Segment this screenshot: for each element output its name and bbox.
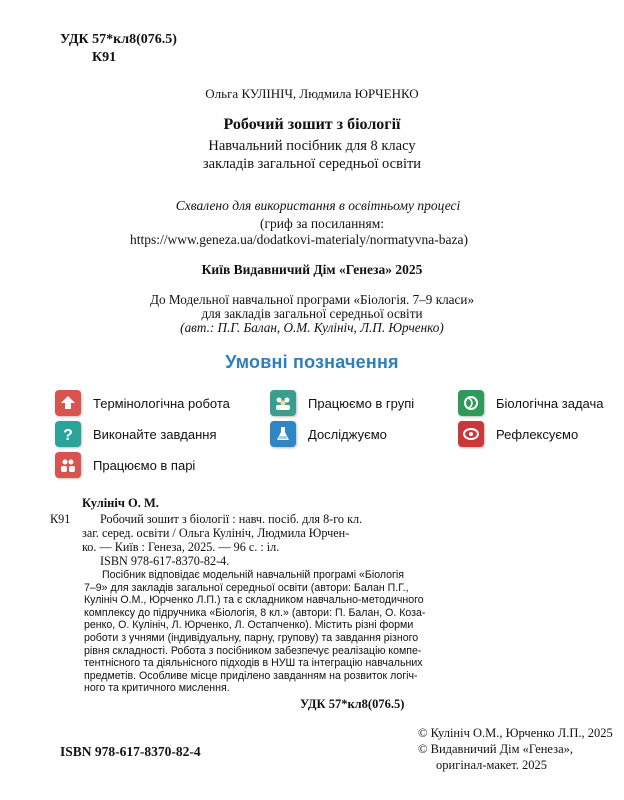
legend-item-task: [55, 421, 216, 447]
grif-line-2: https://www.geneza.ua/dodatkovi-materialy/normatyvna-baza): [130, 232, 469, 247]
legend-item-pair-work: [55, 452, 195, 478]
catalog-udk: УДК 57*кл8(076.5): [300, 697, 405, 711]
legend-title: Умовні позначення: [225, 352, 399, 372]
legend-item-reflection: [458, 421, 578, 447]
copyright-authors: © Кулініч О.М., Юрченко Л.П., 2025: [418, 726, 613, 740]
legend-label: Виконайте завдання: [93, 426, 217, 442]
grif-line-1: (гриф за посиланням:: [260, 216, 385, 231]
authors: Ольга КУЛІНІЧ, Людмила ЮРЧЕНКО: [205, 86, 419, 101]
catalog-line: заг. серед. освіти / Ольга Кулініч, Людмила Юрчен-: [82, 526, 350, 540]
udk-top: УДК 57*кл8(076.5): [60, 32, 177, 47]
program-line-2: для закладів загальної середньої освіти: [201, 306, 423, 321]
group-work-icon: [270, 390, 296, 416]
annotation-line: рівня складності. Робота з посібником забезпечує реалізацію компе-: [84, 644, 422, 657]
annotation-line: комплексу до підручника «Біологія, 8 кл.» (автори: П. Балан, О. Коза-: [84, 606, 426, 619]
bio-task-icon: [458, 390, 484, 416]
annotation-line: предметів. Особливе місце приділено завданням на розвиток логіч-: [84, 669, 418, 682]
research-icon: [270, 421, 296, 447]
program-line-3: (авт.: П.Г. Балан, О.М. Кулініч, Л.П. Юрченко): [180, 320, 444, 335]
annotation-line: роботи з учнями (індивідуальну, парну, групову) та завдання різного: [84, 631, 419, 644]
legend-label: Біологічна задача: [496, 395, 604, 411]
terminology-icon: [55, 390, 81, 416]
reflection-icon: [458, 421, 484, 447]
catalog-isbn: ISBN 978-617-8370-82-4.: [100, 554, 230, 568]
annotation-line: 7–9» для закладів загальної середньої освіти (автори: Балан П.Г.,: [84, 581, 409, 594]
catalog-line: Робочий зошит з біології : навч. посіб. для 8-го кл.: [100, 512, 363, 526]
book-title: Робочий зошит з біології: [223, 116, 401, 133]
approved-text: Схвалено для використання в освітньому процесі: [175, 198, 461, 213]
code-top: К91: [92, 50, 117, 65]
question-icon: [55, 421, 81, 447]
isbn-bottom: ISBN 978-617-8370-82-4: [60, 744, 201, 759]
legend-label: Рефлексуємо: [496, 426, 579, 442]
annotation-line: ренко, О. Кулініч, Л. Юрченко, Л. Остапченко). Містить різні форми: [84, 619, 414, 632]
legend-label: Працюємо в парі: [93, 457, 196, 473]
legend-item-research: [270, 421, 387, 447]
catalog-annotation: [84, 569, 429, 695]
legend-label: Працюємо в групі: [308, 395, 415, 411]
catalog-author: Кулініч О. М.: [82, 496, 159, 510]
program-line-1: До Модельної навчальної програми «Біологія. 7–9 класи»: [149, 292, 475, 307]
catalog-code: К91: [50, 512, 71, 526]
annotation-line: Посібник відповідає модельній навчальній програмі «Біологія: [102, 569, 405, 581]
subtitle-2: закладів загальної середньої освіти: [202, 156, 422, 172]
annotation-line: Кулініч О.М., Юрченко Л.П.) та є складником навчально-методичного: [84, 594, 424, 607]
catalog-line: ко. — Київ : Генеза, 2025. — 96 с. : іл.: [82, 540, 280, 554]
legend-item-group-work: [270, 390, 414, 416]
legend-item-bio-task: [458, 390, 603, 416]
pair-work-icon: [55, 452, 81, 478]
legend-label: Досліджуємо: [308, 426, 387, 442]
subtitle-1: Навчальний посібник для 8 класу: [208, 138, 416, 154]
svg-text:?: ?: [63, 427, 73, 444]
annotation-line: ного та критичного мислення.: [84, 682, 230, 695]
publisher-line: Київ Видавничий Дім «Генеза» 2025: [201, 262, 423, 277]
annotation-line: тентнісного та діяльнісного підходів в НУШ та інтеграцію навчальних: [84, 657, 423, 670]
copyright-layout: оригінал-макет. 2025: [436, 758, 547, 772]
legend-item-terminology: [55, 390, 230, 416]
legend-label: Термінологічна робота: [93, 395, 230, 411]
copyright-publisher: © Видавничий Дім «Генеза»,: [418, 742, 573, 756]
